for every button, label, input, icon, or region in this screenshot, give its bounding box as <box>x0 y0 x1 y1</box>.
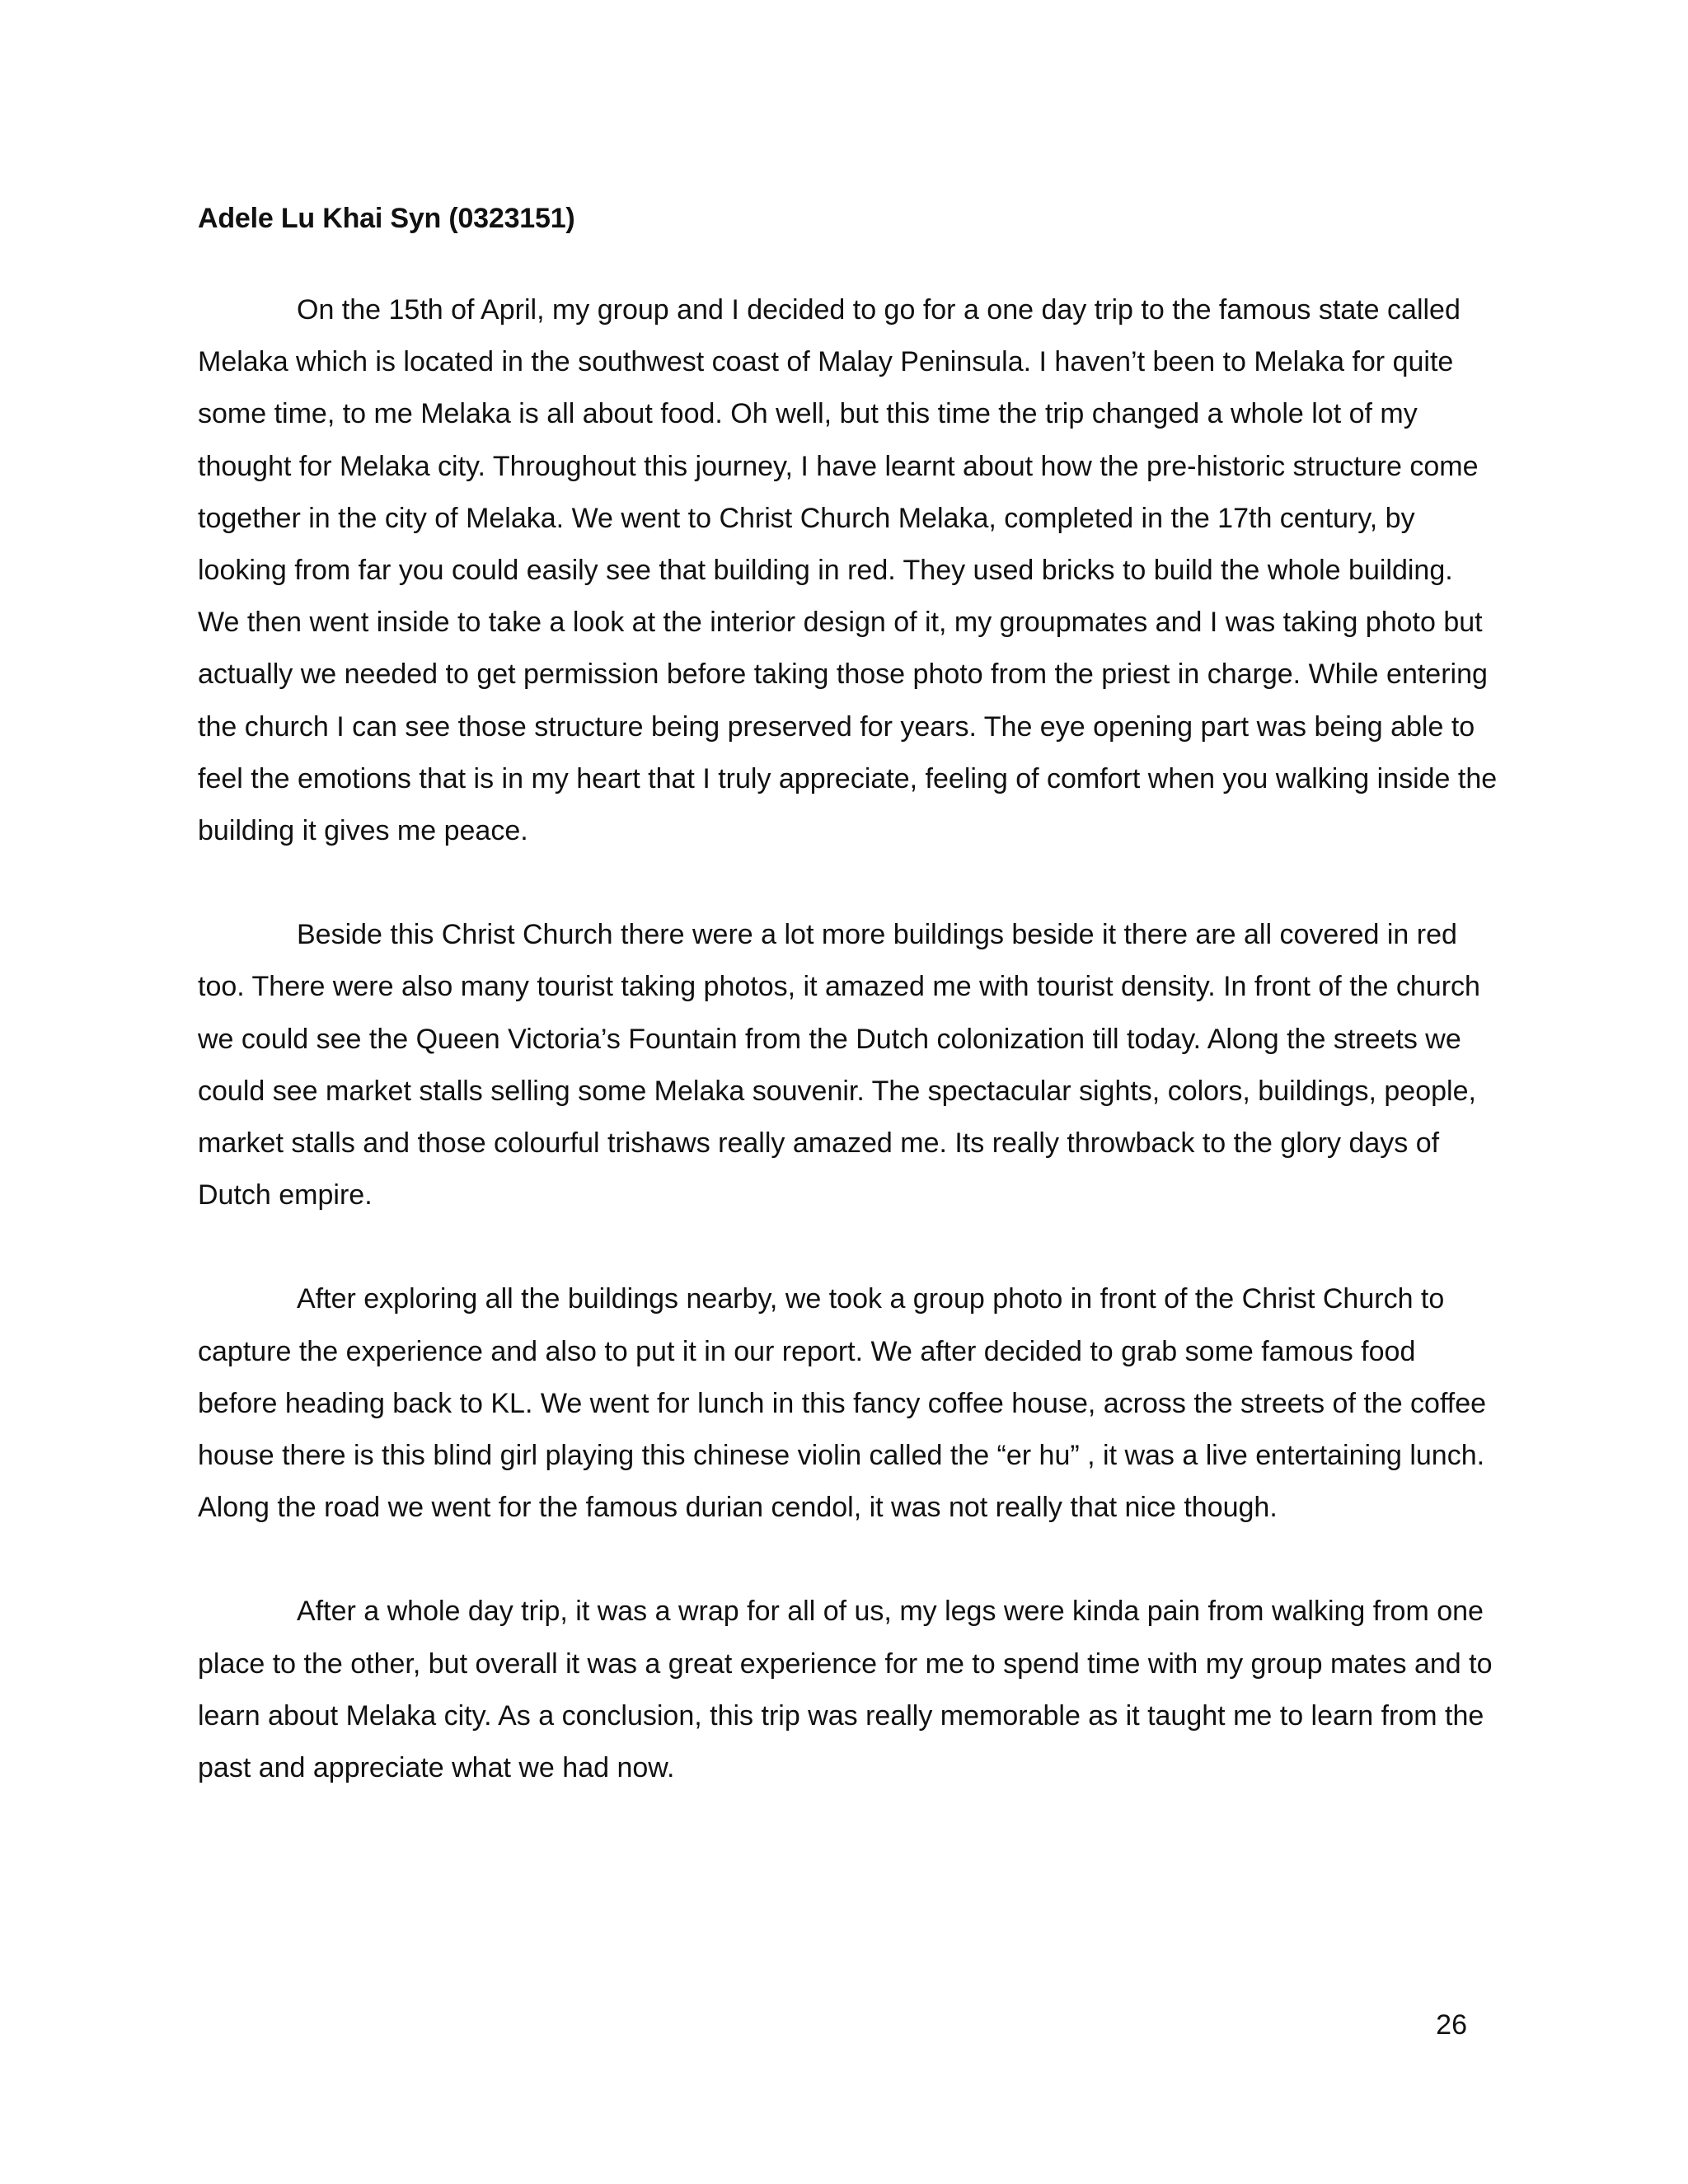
paragraph-3: After exploring all the buildings nearby, we took a group photo in front of the Christ Church to capture the experience and also to put it in our report. We after decided to grab some famous food before heading back to KL. We went for lunch in this fancy coffee house, across the streets of the coffee house there is this blind girl playing this chinese violin called the “er hu” , it was a live entertaining lunch. Along the road we went for the famous durian cendol, it was not really that nice though. <box>198 1283 1487 1524</box>
author-heading: Adele Lu Khai Syn (0323151) <box>198 203 575 234</box>
page-number: 26 <box>1436 2009 1467 2041</box>
paragraph-4: After a whole day trip, it was a wrap for all of us, my legs were kinda pain from walking from one place to the other, but overall it was a great experience for me to spend time with my group mates and to learn about Melaka city. As a conclusion, this trip was really memorable as it taught me to learn from the past and appreciate what we had now. <box>198 1596 1493 1784</box>
page-content <box>198 196 1500 1846</box>
paragraph-1: On the 15th of April, my group and I decided to go for a one day trip to the famous state called Melaka which is located in the southwest coast of Malay Peninsula. I haven’t been to Melaka for quite some time, to me Melaka is all about food. Oh well, but this time the trip changed a whole lot of my thought for Melaka city. Throughout this journey, I have learnt about how the pre-historic structure come together in the city of Melaka. We went to Christ Church Melaka, completed in the 17th century, by looking from far you could easily see that building in red. They used bricks to build the whole building. We then went inside to take a look at the interior design of it, my groupmates and I was taking photo but actually we needed to get permission before taking those photo from the priest in charge. While entering the church I can see those structure being preserved for years. The eye opening part was being able to feel the emotions that is in my heart that I truly appreciate, feeling of comfort when you walking inside the building it gives me peace. <box>198 294 1498 847</box>
paragraph-2: Beside this Christ Church there were a lot more buildings beside it there are all covered in red too. There were also many tourist taking photos, it amazed me with tourist density. In front of the church we could see the Queen Victoria’s Fountain from the Dutch colonization till today. Along the streets we could see market stalls selling some Melaka souvenir. The spectacular sights, colors, buildings, people, market stalls and those colourful trishaws really amazed me. Its really throwback to the glory days of Dutch empire. <box>198 919 1480 1212</box>
